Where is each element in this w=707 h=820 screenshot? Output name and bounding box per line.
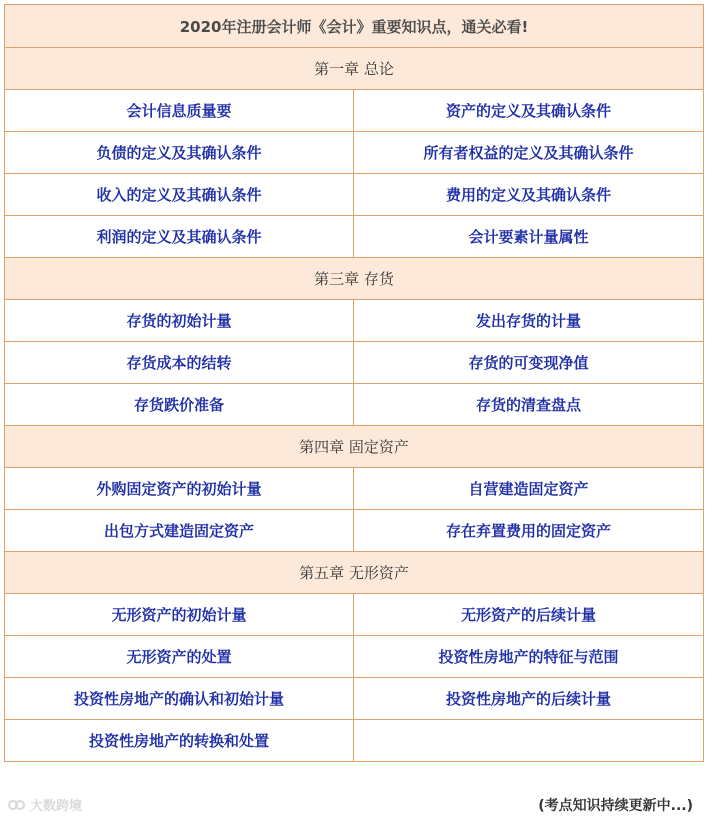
topic-link[interactable]: 存在弃置费用的固定资产 (445, 522, 611, 540)
table-row (5, 468, 704, 510)
knowledge-table (4, 4, 704, 762)
table-row (5, 636, 704, 678)
brand-logo-icon (8, 798, 26, 812)
watermark-text: 大数跨境 (30, 799, 83, 814)
topic-link[interactable]: 所有者权益的定义及其确认条件 (423, 144, 634, 162)
table-cell (354, 510, 704, 552)
table-row (5, 384, 704, 426)
table-row (5, 300, 704, 342)
title-row (5, 5, 704, 48)
topic-link[interactable]: 出包方式建造固定资产 (103, 522, 254, 540)
chapter-heading: 第三章 存货 (5, 258, 704, 300)
table-cell (354, 594, 704, 636)
topic-link[interactable]: 存货的清查盘点 (475, 396, 581, 414)
topic-link[interactable]: 投资性房地产的特征与范围 (438, 648, 619, 666)
table-cell (5, 720, 354, 762)
topic-link[interactable]: 负债的定义及其确认条件 (96, 144, 262, 162)
table-row (5, 216, 704, 258)
topic-link[interactable]: 自营建造固定资产 (468, 480, 589, 498)
table-cell (5, 594, 354, 636)
topic-link[interactable]: 存货的可变现净值 (468, 354, 589, 372)
table-row (5, 90, 704, 132)
table-cell (5, 300, 354, 342)
topic-link[interactable]: 外购固定资产的初始计量 (96, 480, 262, 498)
chapter-row (5, 48, 704, 90)
table-body (5, 5, 704, 762)
topic-link[interactable]: 资产的定义及其确认条件 (445, 102, 611, 120)
table-cell (5, 510, 354, 552)
table-row (5, 720, 704, 762)
table-cell (354, 636, 704, 678)
table-cell (354, 132, 704, 174)
update-note: (考点知识持续更新中...) (538, 798, 693, 814)
table-cell (354, 342, 704, 384)
table-row (5, 594, 704, 636)
table-row (5, 174, 704, 216)
table-cell (354, 300, 704, 342)
table-cell (354, 678, 704, 720)
table-cell (354, 720, 704, 762)
table-cell (5, 342, 354, 384)
chapter-heading: 第四章 固定资产 (5, 426, 704, 468)
chapter-row (5, 258, 704, 300)
topic-link[interactable]: 费用的定义及其确认条件 (445, 186, 611, 204)
watermark (8, 795, 82, 814)
table-row (5, 678, 704, 720)
table-cell (5, 384, 354, 426)
table-cell (5, 468, 354, 510)
table-cell (354, 90, 704, 132)
table-cell (5, 216, 354, 258)
table-cell (5, 174, 354, 216)
table-cell (5, 636, 354, 678)
table-cell (5, 90, 354, 132)
topic-link[interactable]: 存货的初始计量 (126, 312, 232, 330)
table-cell (5, 132, 354, 174)
chapter-row (5, 426, 704, 468)
topic-link[interactable]: 收入的定义及其确认条件 (96, 186, 262, 204)
topic-link[interactable]: 投资性房地产的确认和初始计量 (73, 690, 284, 708)
topic-link[interactable]: 利润的定义及其确认条件 (96, 228, 262, 246)
table-row (5, 510, 704, 552)
topic-link[interactable]: 投资性房地产的后续计量 (445, 690, 611, 708)
topic-link[interactable]: 无形资产的处置 (126, 648, 232, 666)
chapter-heading: 第五章 无形资产 (5, 552, 704, 594)
table-row (5, 132, 704, 174)
topic-link[interactable]: 存货跌价准备 (133, 396, 224, 414)
topic-link[interactable]: 投资性房地产的转换和处置 (88, 732, 269, 750)
topic-link[interactable]: 会计信息质量要 (126, 102, 232, 120)
table-cell (5, 678, 354, 720)
topic-link[interactable]: 会计要素计量属性 (468, 228, 589, 246)
footer (0, 790, 707, 820)
topic-link[interactable]: 无形资产的初始计量 (111, 606, 247, 624)
table-cell (354, 384, 704, 426)
topic-link[interactable]: 存货成本的结转 (126, 354, 232, 372)
table-title: 2020年注册会计师《会计》重要知识点，通关必看! (5, 5, 704, 48)
topic-link[interactable]: 无形资产的后续计量 (460, 606, 596, 624)
chapter-heading: 第一章 总论 (5, 48, 704, 90)
table-cell (354, 468, 704, 510)
table-cell (354, 174, 704, 216)
topic-link[interactable]: 发出存货的计量 (475, 312, 581, 330)
table-row (5, 342, 704, 384)
chapter-row (5, 552, 704, 594)
table-cell (354, 216, 704, 258)
knowledge-table-container (4, 4, 703, 762)
